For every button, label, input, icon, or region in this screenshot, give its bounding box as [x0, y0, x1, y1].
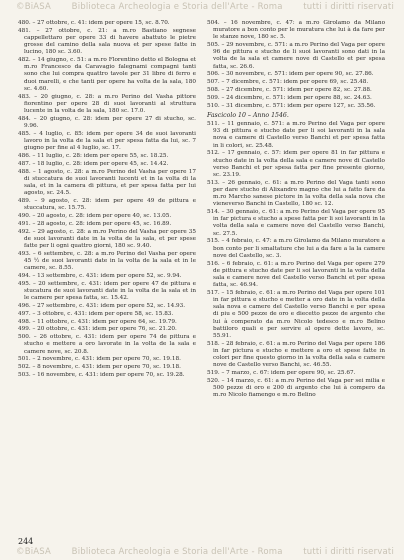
entry-paragraph: 492. – 29 agosto, c. 28: a m.ro Perino del Vasha per opere 35 de suoi lavoranti date in la volta de la sala, et per spese fatte per li ogni quattro giorni, 180 sc. 9.40.	[18, 228, 196, 249]
entry-paragraph: 506. – 30 novembre, c. 571: idem per opere 90, sc. 27.86.	[207, 71, 374, 78]
entry-paragraph: 513. – 26 gennaio, c. 61: a m.ro Perino del Vaga tanti sono per dare stucho di Alixandro magno che lui a fatto fare da m.ro Marcho sanese pictore in la volta della sala nova che vieneverso Banchi in Castello, 180 sc. 12.	[207, 179, 385, 208]
entry-paragraph: 507. – 7 dicembre, c. 571: idem per opere 69, sc. 25.48.	[207, 79, 369, 86]
entry-paragraph: 516. – 6 febraio, c. 61: a m.ro Perino del Vaga per opere 279 de pittura e stucho date per li soi lavoranti in la volta della sala e camere nove del Castello verso Banchi et per spesa fatta, sc. 46.94.	[207, 260, 385, 289]
watermark-bottom	[0, 547, 404, 557]
entry-paragraph: 499. – 20 ottobre, c. 431: idem per opere 76, sc. 21.20.	[18, 326, 177, 333]
entry-paragraph: 485. – 4 luglio, c. 85: idem per opere 34 de suoi lavoranti lavoro in la volta de la sala et per spesa fatta da lui, sc. 7 giugno per fine al 4 luglio, sc. 17.	[18, 130, 196, 152]
entry-paragraph: 520. – 14 marzo, c. 61: a m.ro Perino del Vaga per sei milia e 500 pezze di oro e 200 di argento che lui à compero da m.ro Nicolo fiamengo e m.ro Belino	[207, 377, 385, 399]
entry-paragraph: 518. – 28 febraio, c. 61: a m.ro Perino del Vaga per opere 186 in far pictura e stucho e mettere a oro et spese fatte in colori per fine questo giorno in la volta della sala e camere nove de Castello verso Banchi, sc. 46.55.	[207, 340, 385, 369]
entry-paragraph: 511. – 11 gennaio, c. 571: a m.ro Perino del Vaga per opere 93 di pittura e stucho date per li soi lavoranti in la sala nova e camere di Castello verso Banchi et per spesa fatta in li colori, sc. 25.48.	[207, 121, 385, 149]
entry-paragraph: 500. – 26 ottobre, c. 431: idem per opere 74 de pittura e stucho e mettere a oro lavorate in la volta de la sala e camere nove, sc. 20.8.	[18, 334, 196, 355]
entry-paragraph: 502. – 8 novembre, c. 431: idem per opere 70, sc. 19.18.	[18, 364, 181, 371]
entry-paragraph: 501. – 2 novembre, c. 431: idem per opere 70, sc. 19.18.	[18, 356, 181, 363]
entry-paragraph: 486. – 11 luglio, c. 28: idem per opere 55, sc. 18.25.	[18, 152, 169, 159]
entry-paragraph: 480. – 27 ottobre, c. 41: idem per opere 15, sc. 8.70.	[18, 20, 170, 26]
entry-paragraph: 493. – 6 settembre, c. 28: a m.ro Perino del Vasha per opere 45 ½ de suoi lavoranti date in la volta de la sala et in le camere, sc. 8.55.	[18, 250, 196, 272]
entry-paragraph: 487. – 18 luglio, c. 28: idem per opere 45, sc. 14.42.	[18, 160, 169, 167]
entry-paragraph: 504. – 16 novembre, c. 47: a m.ro Girolamo da Milano muratore a bon conto per le muratura che lui à da fare per le stanze nove, 180 sc. 5.	[207, 20, 385, 41]
section-heading: Fascicolo 10 – Anno 1546.	[207, 112, 289, 119]
entry-paragraph: 498. – 11 ottobre, c. 431: idem per opere 64, sc. 19.79.	[18, 318, 177, 325]
watermark-center: Biblioteca Archeologia e Storia dell'Arte - Roma	[71, 547, 283, 557]
entry-paragraph: 512. – 17 gennaio, c. 57: idem per opere 81 in far pittura e stucho date in la volta della sala e camere nove di Castello verso Banchi et per spesa fatta per fine presente giorno, sc. 23.19.	[207, 150, 385, 178]
entry-paragraph: 483. – 20 giugno, c. 28: a m.ro Perino del Vasha pittore fiorentino per opere 28 di suoi lavoranti al struttura lucente in la volta de la sala, 180 sc. 17.0.	[18, 93, 196, 114]
watermark-left: ©BiASA	[16, 2, 52, 12]
watermark-top	[0, 2, 404, 12]
left-column	[18, 20, 196, 380]
entry-paragraph: 508. – 27 dicembre, c. 571: idem per opere 82, sc. 27.88.	[207, 87, 372, 94]
entry-paragraph: 482. – 14 giugno, c. 51: a m.ro Florentino detto el Bologna et m.ro Francesco da Caravagio falegnami compagni tanti sono che lui compra quattro tavole per 31 libre di ferro e duoi marelli, e che tanti per opere ha volta de la sala, 180 sc. 4.60.	[18, 57, 196, 92]
entry-paragraph: 510. – 31 dicembre, c. 571: idem per opere 127, sc. 35.56.	[207, 102, 376, 109]
entry-paragraph: 491. – 28 agosto, c. 28: idem per opere 45, sc. 16.89.	[18, 220, 172, 227]
right-column	[207, 20, 385, 400]
entry-paragraph: 497. – 3 ottobre, c. 431: idem per opere 58, sc. 15.83.	[18, 310, 174, 317]
entry-paragraph: 514. – 30 gennaio, c. 61: a m.ro Perino del Vaga per opere 95 in far pictura e stucho a spese fatta per li soi lavoranti in la volta della sala e camere nove del Castello verso Banchi, sc. 27.5.	[207, 209, 385, 237]
entry-paragraph: 495. – 20 settembre, c. 431: idem per opere 47 de pittura e stucatura de suoi lavoranti date in la volta de la sala et in le camere per spesa fatta, sc. 15.42.	[18, 280, 196, 302]
page-number: 244	[18, 537, 34, 546]
entry-paragraph: 484. – 20 giugno, c. 28: idem per opere 27 di stucho, sc. 9.96.	[18, 115, 196, 129]
entry-paragraph: 509. – 24 dicembre, c. 571: idem per opere 88, sc. 24.63.	[207, 95, 372, 101]
entry-paragraph: 515. – 4 febraio, c. 47: a m.ro Girolamo da Milano muratore a bon conto per li smaltature che lui a da fare a la la camere nove del Castello, sc. 3.	[207, 238, 385, 259]
watermark-center: Biblioteca Archeologia e Storia dell'Arte - Roma	[71, 2, 283, 12]
watermark-left: ©BiASA	[16, 547, 52, 557]
entry-paragraph: 503. – 16 novembre, c. 431: idem per opere 70, sc. 19.28.	[18, 372, 185, 379]
entry-paragraph: 496. – 27 settembre, c. 431: idem per opere 52, sc. 14.93.	[18, 302, 186, 309]
entry-paragraph: 519. – 7 marzo, c. 67: idem per opere 90, sc. 25.67.	[207, 369, 356, 376]
entry-paragraph: 488. – 1 agosto, c. 28: a m.ro Perino del Vasha per opere 17 di stuccatura de suoi lavoranti lucenti et in la volta di la sala, et in la camera di pittura, et per spesa fatta per lui agosto, sc. 24.5.	[18, 168, 196, 197]
watermark-right: tutti i diritti riservati	[303, 2, 394, 12]
entry-paragraph: 505. – 29 novembre, c. 571: a m.ro Perino del Vaga per opere 96 de pittura e stucho de li suoi lavoranti sono dati in la volta de la sala et camere nove di Castello et per spesa fatta, sc. 26.6.	[207, 42, 385, 70]
entry-paragraph: 517. – 15 febraio, c. 61: a m.ro Perino del Vaga per opere 101 in far pittura e stucho e metter a oro date in la volta della sala nova e camere del Castello verso Banchi e per spesa di piu e 500 pezze de oro e diecetto pezze de argento che lui à comperato da m.ro Nicolo tedesco e m.ro Belino battiloro quali e per servire al opere dette lavoro, sc. 55.91.	[207, 289, 385, 339]
entry-paragraph: 489. – 9 agosto, c. 28: idem per opere 49 de pittura e stuccatura, sc. 15.75.	[18, 197, 196, 212]
entry-paragraph: 494. – 13 settembre, c. 431: idem per opere 52, sc. 9.94.	[18, 272, 182, 279]
entry-paragraph: 481. – 27 ottobre, c. 21: a m.ro Bastiano segnese cappellettaro per opere 33 di havere abattuto le pietre grosse del camino della sala nuova et per spese fatte in lucino, 180 sc. 3.60.	[18, 27, 196, 56]
watermark-right: tutti i diritti riservati	[303, 547, 394, 557]
entry-paragraph: 490. – 20 agosto, c. 28: idem per opere 40, sc. 13.05.	[18, 212, 172, 219]
